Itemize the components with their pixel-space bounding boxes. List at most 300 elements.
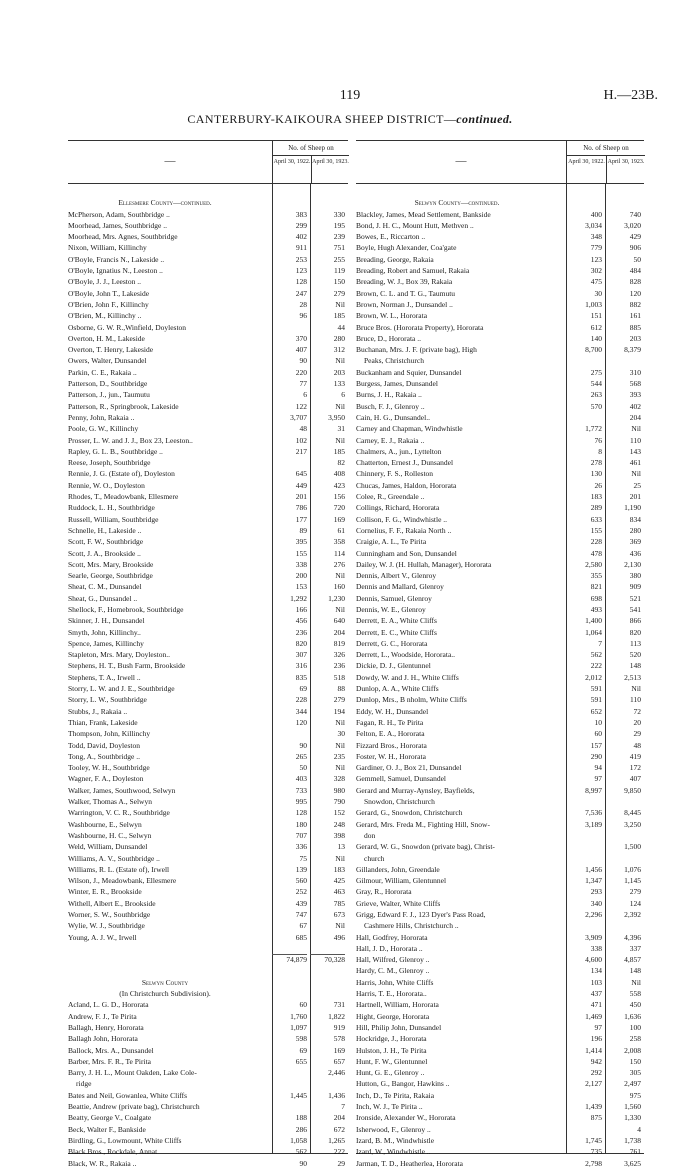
table-row <box>356 389 644 400</box>
table-row <box>356 841 644 852</box>
owner-name: Poole, G. W., Killinchy <box>68 424 139 434</box>
sheep-1923: 1,265 <box>328 1135 345 1145</box>
sheep-1922: 1,003 <box>585 299 602 309</box>
table-row <box>68 819 348 830</box>
sheep-1922: 293 <box>590 887 602 897</box>
sheep-1922: 253 <box>295 254 307 264</box>
sheep-1922: 97 <box>594 1022 602 1032</box>
owner-name: Bowes, E., Riccarton .. <box>356 232 426 242</box>
table-row <box>68 740 348 751</box>
section-subheading <box>68 988 348 999</box>
table-row <box>68 853 348 864</box>
table-row <box>68 660 348 671</box>
sheep-1922: 402 <box>295 232 307 242</box>
header-group-title: No. of Sheep on <box>567 141 645 156</box>
owner-name: Breading, George, Rakaia <box>356 254 434 264</box>
owner-name: Washbourne, E., Selwyn <box>68 819 142 829</box>
owner-name: Fagan, R. H., Te Pirita <box>356 717 424 727</box>
sheep-1923: 3,020 <box>624 220 641 230</box>
owner-name: Dailey, W. J. (H. Hullah, Manager), Hororata <box>356 559 492 569</box>
owner-name: Black Bros., Rockdale, Annat <box>68 1147 158 1157</box>
sheep-1922: 439 <box>295 898 307 908</box>
sheep-1922: 94 <box>594 763 602 773</box>
owner-name: Wagner, F. A., Doyleston <box>68 774 144 784</box>
sheep-1922: 400 <box>590 209 602 219</box>
sheep-1923: 326 <box>333 650 345 660</box>
header-dash: — <box>455 155 467 167</box>
sheep-1922: 338 <box>590 943 602 953</box>
sheep-1922: 183 <box>590 492 602 502</box>
sheep-1923: 204 <box>333 1113 345 1123</box>
owner-name: Moorhead, Mrs. Agnes, Southbridge <box>68 232 178 242</box>
table-row <box>68 615 348 626</box>
table-row <box>68 694 348 705</box>
sheep-1923: 44 <box>337 322 345 332</box>
owner-name: McPherson, Adam, Southbridge .. <box>68 209 170 219</box>
sheep-1923: Nil <box>335 740 345 750</box>
table-row <box>68 242 348 253</box>
table-row <box>356 593 644 604</box>
table-row <box>68 355 348 366</box>
sheep-1923: 172 <box>629 763 641 773</box>
sheep-1922: 733 <box>295 785 307 795</box>
owner-name: Grigg, Edward F. J., 123 Dyer's Pass Road, <box>356 910 486 919</box>
table-row <box>68 886 348 897</box>
table-row <box>68 898 348 909</box>
sheep-1923: 1,822 <box>328 1011 345 1021</box>
owner-name: Derrett, E. A., White Cliffs <box>356 616 437 626</box>
owner-name: Prosser, L. W. and J. J., Box 23, Leeston.. <box>68 435 193 445</box>
sheep-1922: 263 <box>590 390 602 400</box>
sheep-1922: 275 <box>590 367 602 377</box>
sheep-1922: 655 <box>295 1056 307 1066</box>
sheep-1922: 3,707 <box>290 412 307 422</box>
sheep-1922: 75 <box>299 853 307 863</box>
sheep-1923: 204 <box>333 627 345 637</box>
owner-name: Breading, W. J., Box 39, Rakaia <box>356 277 453 287</box>
sheep-1922: 779 <box>590 243 602 253</box>
sheep-1922: 139 <box>295 864 307 874</box>
sheep-1922: 153 <box>295 582 307 592</box>
table-row <box>356 548 644 559</box>
sheep-1923: 393 <box>629 390 641 400</box>
sheep-1922: 591 <box>590 684 602 694</box>
sheep-1923: Nil <box>335 921 345 931</box>
table-row <box>68 423 348 434</box>
sheep-1923: 820 <box>629 627 641 637</box>
owner-name: Burns, J. H., Rakaia .. <box>356 390 422 400</box>
table-row <box>68 604 348 615</box>
owner-name: Chinnery, F. S., Rolleston <box>356 469 434 479</box>
sheep-1922: 90 <box>299 1158 307 1168</box>
table-row <box>68 627 348 638</box>
sheep-1922: 222 <box>590 661 602 671</box>
sheep-1922: 348 <box>590 232 602 242</box>
sheep-1923: 866 <box>629 616 641 626</box>
owner-name: Dickie, D. J., Glentunnel <box>356 661 431 671</box>
table-row <box>68 581 348 592</box>
sheep-1923: 640 <box>333 616 345 626</box>
sheep-1923: 429 <box>629 232 641 242</box>
sheep-1923: 88 <box>337 684 345 694</box>
sheep-1923: 1,230 <box>328 593 345 603</box>
owner-name: Sheat, G., Dunsandel .. <box>68 593 138 603</box>
owner-name: Busch, F. J., Glenroy .. <box>356 401 425 411</box>
owner-name: Owers, Walter, Dunsandel <box>68 356 147 366</box>
sheep-1923: 203 <box>629 333 641 343</box>
sheep-1922: 302 <box>590 266 602 276</box>
table-row <box>356 999 644 1010</box>
header-col-1922: April 30, 1922. <box>568 159 605 165</box>
owner-name: Hunt, F. W., Glentunnel <box>356 1056 428 1066</box>
sheep-1923: 568 <box>629 379 641 389</box>
table-row <box>68 1067 348 1078</box>
sheep-1922: 155 <box>590 525 602 535</box>
table-row <box>68 401 348 412</box>
sheep-1923: 161 <box>629 311 641 321</box>
table-row <box>356 864 644 875</box>
sheep-1922: 2,798 <box>585 1158 602 1168</box>
sheep-1923: 761 <box>629 1147 641 1157</box>
owner-name: Peaks, Christchurch <box>364 356 424 366</box>
sheep-1922: 340 <box>590 898 602 908</box>
table-row <box>68 480 348 491</box>
sheep-1922: 911 <box>296 243 307 253</box>
sheep-1923: 6 <box>341 390 345 400</box>
sheep-1922: 835 <box>295 672 307 682</box>
sheep-1922: 60 <box>594 729 602 739</box>
table-row <box>68 468 348 479</box>
owner-name: Hartnell, William, Hororata <box>356 1000 439 1010</box>
table-row <box>356 355 644 366</box>
owner-name: Gerard, Mrs. Freda M., Fighting Hill, Snow- <box>356 819 490 829</box>
table-row <box>356 412 644 423</box>
sheep-1923: 72 <box>633 706 641 716</box>
sheep-1923: 169 <box>333 514 345 524</box>
sheep-1922: 299 <box>295 220 307 230</box>
sheep-1923: 305 <box>629 1068 641 1078</box>
table-row <box>68 1146 348 1157</box>
owner-name: Chucas, James, Haldon, Hororata <box>356 480 457 490</box>
owner-name: Stephens, H. T., Bush Farm, Brookside <box>68 661 186 671</box>
sheep-1922: 1,456 <box>585 864 602 874</box>
owner-name: Williams, R. L. (Estate of), Irwell <box>68 864 170 874</box>
table-row <box>68 333 348 344</box>
sheep-1922: 155 <box>295 548 307 558</box>
owner-name: Beatty, George V., Coalgate <box>68 1113 152 1123</box>
sheep-1923: 185 <box>333 311 345 321</box>
sheep-1923: 578 <box>333 1034 345 1044</box>
blank-row <box>68 965 348 976</box>
sheep-1922: 478 <box>590 548 602 558</box>
sheep-1923: Nil <box>335 717 345 727</box>
owner-name: Washbourne, H. C., Selwyn <box>68 830 152 840</box>
table-row <box>68 1124 348 1135</box>
owner-name: Moorhead, James, Southbridge .. <box>68 220 167 230</box>
table-row <box>68 446 348 457</box>
table-row <box>356 254 644 265</box>
owner-name: Walker, James, Southwood, Selwyn <box>68 785 176 795</box>
sheep-1923: 152 <box>333 808 345 818</box>
table-row <box>68 525 348 536</box>
sheep-1923: 8,445 <box>624 808 641 818</box>
sheep-1923: 70,328 <box>310 954 345 965</box>
sheep-1923: 484 <box>629 266 641 276</box>
sheep-1922: 735 <box>590 1147 602 1157</box>
sheep-1923: 280 <box>629 525 641 535</box>
sheep-1923: 185 <box>333 446 345 456</box>
sheep-1923: 980 <box>333 785 345 795</box>
owner-name: Patterson, R., Springbrook, Lakeside <box>68 401 179 411</box>
sheep-1922: 286 <box>295 1124 307 1134</box>
sheep-1922: 698 <box>590 593 602 603</box>
owner-name: Rennie, W. O., Doyleston <box>68 480 145 490</box>
sheep-1923: 423 <box>333 480 345 490</box>
sheep-1922: 67 <box>299 921 307 931</box>
table-row <box>356 1045 644 1056</box>
owner-name: ridge <box>76 1079 92 1089</box>
sheep-1923: 740 <box>629 209 641 219</box>
sheep-1922: 1,745 <box>585 1135 602 1145</box>
sheep-1923: 358 <box>333 537 345 547</box>
owner-name: Derrett, G. C., Hororata <box>356 638 428 648</box>
owner-name: Gilmour, William, Glentunnel <box>356 876 447 886</box>
owner-name: Buckanham and Squier, Dunsandel <box>356 367 462 377</box>
table-row <box>68 1022 348 1033</box>
owner-name: Bruce, D., Hororata .. <box>356 333 421 343</box>
sheep-1923: 160 <box>333 582 345 592</box>
owner-name: Izard, B. M., Windwhistle <box>356 1135 435 1145</box>
owner-name: Izard, W., Windwhistle .. <box>356 1147 431 1157</box>
section-title: Selwyn County—continued. <box>414 198 500 208</box>
sheep-1922: 278 <box>590 458 602 468</box>
header-col-1922: April 30, 1922. <box>273 159 311 165</box>
sheep-1923: 1,636 <box>624 1011 641 1021</box>
owner-name: Bond, J. H. C., Mount Hutt, Methven .. <box>356 220 474 230</box>
table-row <box>68 1101 348 1112</box>
sheep-1922: 591 <box>590 695 602 705</box>
owner-name: Ruddock, L. H., Southbridge <box>68 503 155 513</box>
owner-name: Brown, W. L., Hororata <box>356 311 428 321</box>
table-row <box>356 1090 644 1101</box>
sheep-1923: 61 <box>337 525 345 535</box>
sheep-1922: 26 <box>594 480 602 490</box>
owner-name: Eddy, W. H., Dunsandel <box>356 706 429 716</box>
sheep-1922: 1,414 <box>585 1045 602 1055</box>
table-row <box>356 570 644 581</box>
sheep-1923: 120 <box>629 288 641 298</box>
header-dash: — <box>164 155 176 167</box>
sheep-1923: 148 <box>629 966 641 976</box>
sheep-1922: 200 <box>295 571 307 581</box>
owner-name: Beattie, Andrew (private bag), Christchurch <box>68 1102 200 1112</box>
sheep-1922: 633 <box>590 514 602 524</box>
owner-name: O'Boyle, J. J., Leeston .. <box>68 277 142 287</box>
owner-name: Ballagh John, Hororata <box>68 1034 138 1044</box>
table-row <box>356 1033 644 1044</box>
owner-name: Thian, Frank, Lakeside <box>68 717 138 727</box>
sheep-1922: 228 <box>295 695 307 705</box>
sheep-1922: 316 <box>295 661 307 671</box>
table-row <box>356 920 644 931</box>
sheep-1923: 882 <box>629 299 641 309</box>
sheep-1923: 110 <box>630 435 641 445</box>
owner-name: Barber, Mrs. F. R., Te Pirita <box>68 1056 152 1066</box>
table-row <box>68 457 348 468</box>
table-row <box>68 322 348 333</box>
owner-name: Bates and Neil, Gowanlea, White Cliffs <box>68 1090 188 1100</box>
sheep-1923: 8,379 <box>624 345 641 355</box>
owner-name: Breading, Robert and Samuel, Rakaia <box>356 266 470 276</box>
table-row <box>356 773 644 784</box>
table-row <box>356 344 644 355</box>
sheep-1923: 4,396 <box>624 932 641 942</box>
table-row <box>356 480 644 491</box>
table-row <box>68 1045 348 1056</box>
owner-name: Stubbs, J., Rakaia .. <box>68 706 128 716</box>
sheep-1922: 598 <box>295 1034 307 1044</box>
sheep-1922: 8,997 <box>585 785 602 795</box>
sheep-1922: 449 <box>295 480 307 490</box>
owner-name: O'Boyle, Francis N., Lakeside .. <box>68 254 165 264</box>
table-row <box>356 875 644 886</box>
sheep-1923: 408 <box>333 469 345 479</box>
sheep-1922: 370 <box>295 333 307 343</box>
owner-name: Patterson, J., jun., Taumutu <box>68 390 150 400</box>
owner-name: Hall, Wilfred, Glenroy .. <box>356 955 430 965</box>
owner-name: Ironside, Alexander W., Hororata <box>356 1113 456 1123</box>
sheep-1922: 157 <box>590 740 602 750</box>
owner-name: Derrett, L., Woodside, Hororata.. <box>356 650 456 660</box>
sheep-1923: 3,625 <box>624 1158 641 1168</box>
owner-name: Weld, William, Dunsandel <box>68 842 148 852</box>
sheep-1923: 425 <box>333 876 345 886</box>
sheep-1923: 402 <box>629 401 641 411</box>
owner-name: Felton, E. A., Hororata <box>356 729 425 739</box>
table-row <box>356 209 644 220</box>
owner-name: Beck, Walter F., Bankside <box>68 1124 146 1134</box>
sheep-1922: 102 <box>295 435 307 445</box>
sheep-1922: 1,445 <box>290 1090 307 1100</box>
table-row <box>68 864 348 875</box>
owner-name: Brown, Norman J., Dunsandel .. <box>356 299 453 309</box>
sheep-1922: 2,127 <box>585 1079 602 1089</box>
table-row <box>356 819 644 830</box>
table-row <box>68 909 348 920</box>
table-row <box>68 1112 348 1123</box>
table-row <box>68 1056 348 1067</box>
sheep-1923: 194 <box>333 706 345 716</box>
table-row <box>356 649 644 660</box>
sheep-1923: 1,145 <box>624 876 641 886</box>
sheep-1922: 338 <box>295 559 307 569</box>
heading-continued: continued. <box>456 112 513 126</box>
sheep-1922: 4,600 <box>585 955 602 965</box>
sheep-1923: 9,850 <box>624 785 641 795</box>
owner-name: Harris, T. E., Hororata.. <box>356 989 427 999</box>
table-row <box>68 367 348 378</box>
table-row <box>356 796 644 807</box>
table-row <box>356 288 644 299</box>
owner-name: Young, A. J. W., Irwell <box>68 932 137 942</box>
sheep-1922: 130 <box>590 469 602 479</box>
sheep-1923: 369 <box>629 537 641 547</box>
sheep-1922: 2,012 <box>585 672 602 682</box>
sheep-1922: 50 <box>299 763 307 773</box>
table-row <box>68 548 348 559</box>
table-row <box>356 672 644 683</box>
sheep-1923: 885 <box>629 322 641 332</box>
owner-name: Overton, H. M., Lakeside <box>68 333 145 343</box>
sheep-1922: 403 <box>295 774 307 784</box>
owner-name: Snowdon, Christchurch <box>364 797 435 807</box>
header-col-1923: April 30, 1923. <box>311 156 349 183</box>
table-row <box>356 988 644 999</box>
owner-name: Harris, John, White Cliffs <box>356 977 434 987</box>
sheep-1923: 310 <box>629 367 641 377</box>
owner-name: Winter, E. R., Brookside <box>68 887 142 897</box>
owner-name: Gerard, W. G., Snowdon (private bag), Christ- <box>356 842 495 852</box>
sheep-1923: 2,497 <box>624 1079 641 1089</box>
table-row <box>356 1056 644 1067</box>
table-row <box>68 502 348 513</box>
page-reference: H.—23B. <box>603 88 658 103</box>
owner-name: Scott, F. W., Southbridge <box>68 537 144 547</box>
owner-name: Andrew, F. J., Te Pirita <box>68 1011 137 1021</box>
sheep-1922: 995 <box>295 797 307 807</box>
table-row <box>356 468 644 479</box>
table-row <box>68 683 348 694</box>
table-row <box>68 751 348 762</box>
owner-name: Collings, Richard, Hororata <box>356 503 440 513</box>
owner-name: Shellock, F., Homebrook, Southbridge <box>68 604 184 614</box>
sheep-1923: 828 <box>629 277 641 287</box>
sheep-1923: 3,950 <box>328 412 345 422</box>
sheep-1923: 156 <box>333 492 345 502</box>
table-row <box>356 660 644 671</box>
table-row <box>68 570 348 581</box>
owner-name: Burgess, James, Dunsandel <box>356 379 438 389</box>
sheep-1923: 328 <box>333 774 345 784</box>
sheep-1922: 344 <box>295 706 307 716</box>
total-row <box>68 954 348 965</box>
sheep-1923: 919 <box>333 1022 345 1032</box>
sheep-1922: 456 <box>295 616 307 626</box>
table-row <box>68 412 348 423</box>
sheep-1923: 201 <box>629 492 641 502</box>
sheep-1923: Nil <box>335 299 345 309</box>
owner-name: Hutton, G., Bangor, Hawkins .. <box>356 1079 450 1089</box>
section-title: (In Christchurch Subdivision). <box>119 989 211 999</box>
sheep-1923: 819 <box>333 638 345 648</box>
left-table-rows <box>68 186 348 1169</box>
sheep-1923: 1,738 <box>624 1135 641 1145</box>
sheep-1922: 560 <box>295 876 307 886</box>
table-row <box>68 593 348 604</box>
owner-name: Wylie, W. J., Southbridge <box>68 921 145 931</box>
owner-name: Rapley, G. L. B., Southbridge .. <box>68 446 163 456</box>
owner-name: Brown, C. L. and T. G., Taumutu <box>356 288 456 298</box>
table-row <box>68 830 348 841</box>
table-row <box>68 1078 348 1089</box>
sheep-1922: 747 <box>295 910 307 919</box>
table-row <box>356 694 644 705</box>
sheep-1922: 289 <box>590 503 602 513</box>
sheep-1922: 48 <box>299 424 307 434</box>
table-row <box>356 423 644 434</box>
owner-name: Ballagh, Henry, Hororata <box>68 1022 144 1032</box>
sheep-1923: 520 <box>629 650 641 660</box>
